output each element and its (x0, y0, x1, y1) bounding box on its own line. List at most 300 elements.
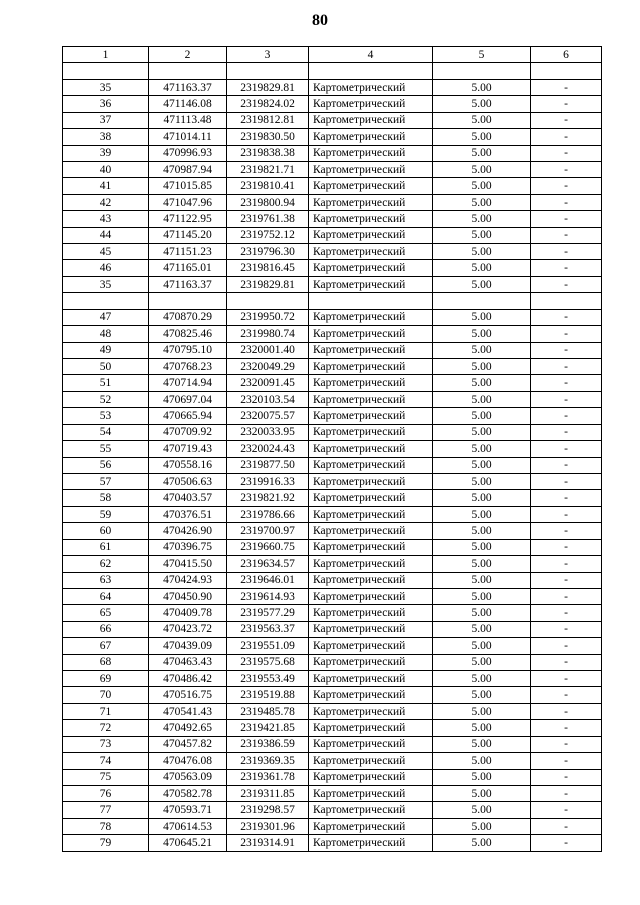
accuracy-cell: 5.00 (433, 424, 531, 440)
y-coordinate-cell: 2320024.43 (227, 441, 309, 457)
x-coordinate-cell: 470376.51 (149, 506, 227, 522)
x-coordinate-cell: 470558.16 (149, 457, 227, 473)
note-cell: - (531, 523, 602, 539)
note-cell: - (531, 490, 602, 506)
x-coordinate-cell: 471047.96 (149, 194, 227, 210)
note-cell: - (531, 753, 602, 769)
accuracy-cell: 5.00 (433, 145, 531, 161)
x-coordinate-cell: 470593.71 (149, 802, 227, 818)
y-coordinate-cell: 2319314.91 (227, 835, 309, 851)
method-cell: Картометрический (309, 194, 433, 210)
table-row (63, 572, 602, 588)
method-cell: Картометрический (309, 359, 433, 375)
y-coordinate-cell: 2319577.29 (227, 605, 309, 621)
x-coordinate-cell: 470476.08 (149, 753, 227, 769)
note-cell: - (531, 178, 602, 194)
empty-cell (531, 63, 602, 79)
point-number-cell: 45 (63, 244, 149, 260)
note-cell: - (531, 424, 602, 440)
point-number-cell: 55 (63, 441, 149, 457)
x-coordinate-cell: 470614.53 (149, 818, 227, 834)
point-number-cell: 66 (63, 621, 149, 637)
x-coordinate-cell: 470825.46 (149, 326, 227, 342)
x-coordinate-cell: 470403.57 (149, 490, 227, 506)
accuracy-cell: 5.00 (433, 835, 531, 851)
accuracy-cell: 5.00 (433, 490, 531, 506)
y-coordinate-cell: 2319877.50 (227, 457, 309, 473)
table-row (63, 441, 602, 457)
y-coordinate-cell: 2319810.41 (227, 178, 309, 194)
note-cell: - (531, 572, 602, 588)
point-number-cell: 77 (63, 802, 149, 818)
accuracy-cell: 5.00 (433, 720, 531, 736)
method-cell: Картометрический (309, 473, 433, 489)
note-cell: - (531, 276, 602, 292)
point-number-cell: 49 (63, 342, 149, 358)
accuracy-cell: 5.00 (433, 276, 531, 292)
point-number-cell: 69 (63, 671, 149, 687)
accuracy-cell: 5.00 (433, 539, 531, 555)
point-number-cell: 50 (63, 359, 149, 375)
table-row (63, 703, 602, 719)
table-row (63, 129, 602, 145)
method-cell: Картометрический (309, 572, 433, 588)
method-cell: Картометрический (309, 391, 433, 407)
y-coordinate-cell: 2319838.38 (227, 145, 309, 161)
column-header: 6 (531, 47, 602, 63)
x-coordinate-cell: 471146.08 (149, 96, 227, 112)
method-cell: Картометрический (309, 161, 433, 177)
point-number-cell: 62 (63, 556, 149, 572)
point-number-cell: 46 (63, 260, 149, 276)
table-row (63, 309, 602, 325)
note-cell: - (531, 588, 602, 604)
x-coordinate-cell: 471163.37 (149, 79, 227, 95)
table-row (63, 605, 602, 621)
point-number-cell: 43 (63, 211, 149, 227)
method-cell: Картометрический (309, 112, 433, 128)
table-row (63, 145, 602, 161)
note-cell: - (531, 671, 602, 687)
y-coordinate-cell: 2319519.88 (227, 687, 309, 703)
method-cell: Картометрический (309, 276, 433, 292)
x-coordinate-cell: 471122.95 (149, 211, 227, 227)
method-cell: Картометрический (309, 687, 433, 703)
y-coordinate-cell: 2320103.54 (227, 391, 309, 407)
table-row (63, 818, 602, 834)
note-cell: - (531, 441, 602, 457)
table-row (63, 326, 602, 342)
table-row (63, 753, 602, 769)
x-coordinate-cell: 470415.50 (149, 556, 227, 572)
y-coordinate-cell: 2319821.92 (227, 490, 309, 506)
method-cell: Картометрический (309, 621, 433, 637)
note-cell: - (531, 506, 602, 522)
x-coordinate-cell: 470719.43 (149, 441, 227, 457)
table-row (63, 539, 602, 555)
x-coordinate-cell: 470439.09 (149, 638, 227, 654)
x-coordinate-cell: 470396.75 (149, 539, 227, 555)
method-cell: Картометрический (309, 638, 433, 654)
accuracy-cell: 5.00 (433, 506, 531, 522)
note-cell: - (531, 556, 602, 572)
accuracy-cell: 5.00 (433, 588, 531, 604)
table-row (63, 802, 602, 818)
note-cell: - (531, 785, 602, 801)
accuracy-cell: 5.00 (433, 211, 531, 227)
table-body (63, 63, 602, 851)
y-coordinate-cell: 2319361.78 (227, 769, 309, 785)
x-coordinate-cell: 471014.11 (149, 129, 227, 145)
note-cell: - (531, 638, 602, 654)
accuracy-cell: 5.00 (433, 473, 531, 489)
y-coordinate-cell: 2319824.02 (227, 96, 309, 112)
table-row (63, 473, 602, 489)
method-cell: Картометрический (309, 408, 433, 424)
y-coordinate-cell: 2319421.85 (227, 720, 309, 736)
table-row (63, 556, 602, 572)
x-coordinate-cell: 470541.43 (149, 703, 227, 719)
table-row (63, 457, 602, 473)
table-row (63, 391, 602, 407)
point-number-cell: 44 (63, 227, 149, 243)
point-number-cell: 74 (63, 753, 149, 769)
table-row (63, 720, 602, 736)
y-coordinate-cell: 2319634.57 (227, 556, 309, 572)
y-coordinate-cell: 2319830.50 (227, 129, 309, 145)
point-number-cell: 75 (63, 769, 149, 785)
empty-cell (309, 63, 433, 79)
x-coordinate-cell: 471165.01 (149, 260, 227, 276)
note-cell: - (531, 161, 602, 177)
point-number-cell: 57 (63, 473, 149, 489)
table-row (63, 375, 602, 391)
method-cell: Картометрический (309, 326, 433, 342)
point-number-cell: 37 (63, 112, 149, 128)
table-row (63, 621, 602, 637)
y-coordinate-cell: 2319551.09 (227, 638, 309, 654)
table-row (63, 211, 602, 227)
table-row (63, 408, 602, 424)
accuracy-cell: 5.00 (433, 753, 531, 769)
accuracy-cell: 5.00 (433, 769, 531, 785)
note-cell: - (531, 818, 602, 834)
note-cell: - (531, 194, 602, 210)
empty-cell (531, 293, 602, 309)
point-number-cell: 68 (63, 654, 149, 670)
point-number-cell: 78 (63, 818, 149, 834)
x-coordinate-cell: 470870.29 (149, 309, 227, 325)
x-coordinate-cell: 471163.37 (149, 276, 227, 292)
y-coordinate-cell: 2319829.81 (227, 276, 309, 292)
column-header: 1 (63, 47, 149, 63)
note-cell: - (531, 227, 602, 243)
point-number-cell: 72 (63, 720, 149, 736)
table-row (63, 112, 602, 128)
empty-cell (63, 293, 149, 309)
point-number-cell: 76 (63, 785, 149, 801)
note-cell: - (531, 605, 602, 621)
y-coordinate-cell: 2319646.01 (227, 572, 309, 588)
column-header: 2 (149, 47, 227, 63)
accuracy-cell: 5.00 (433, 703, 531, 719)
table-row (63, 671, 602, 687)
x-coordinate-cell: 470424.93 (149, 572, 227, 588)
y-coordinate-cell: 2319563.37 (227, 621, 309, 637)
point-number-cell: 73 (63, 736, 149, 752)
empty-cell (433, 293, 531, 309)
x-coordinate-cell: 470426.90 (149, 523, 227, 539)
y-coordinate-cell: 2319660.75 (227, 539, 309, 555)
note-cell: - (531, 112, 602, 128)
note-cell: - (531, 211, 602, 227)
accuracy-cell: 5.00 (433, 227, 531, 243)
method-cell: Картометрический (309, 835, 433, 851)
point-number-cell: 41 (63, 178, 149, 194)
point-number-cell: 52 (63, 391, 149, 407)
column-header: 3 (227, 47, 309, 63)
accuracy-cell: 5.00 (433, 326, 531, 342)
y-coordinate-cell: 2319786.66 (227, 506, 309, 522)
method-cell: Картометрический (309, 605, 433, 621)
note-cell: - (531, 145, 602, 161)
note-cell: - (531, 703, 602, 719)
method-cell: Картометрический (309, 753, 433, 769)
method-cell: Картометрический (309, 145, 433, 161)
method-cell: Картометрический (309, 424, 433, 440)
method-cell: Картометрический (309, 375, 433, 391)
note-cell: - (531, 654, 602, 670)
method-cell: Картометрический (309, 490, 433, 506)
note-cell: - (531, 769, 602, 785)
table-row (63, 523, 602, 539)
method-cell: Картометрический (309, 227, 433, 243)
accuracy-cell: 5.00 (433, 309, 531, 325)
y-coordinate-cell: 2319761.38 (227, 211, 309, 227)
note-cell: - (531, 408, 602, 424)
x-coordinate-cell: 470492.65 (149, 720, 227, 736)
table-row (63, 244, 602, 260)
table-row (63, 835, 602, 851)
point-number-cell: 64 (63, 588, 149, 604)
accuracy-cell: 5.00 (433, 556, 531, 572)
note-cell: - (531, 129, 602, 145)
x-coordinate-cell: 470714.94 (149, 375, 227, 391)
table-row (63, 687, 602, 703)
y-coordinate-cell: 2319485.78 (227, 703, 309, 719)
x-coordinate-cell: 470409.78 (149, 605, 227, 621)
note-cell: - (531, 309, 602, 325)
x-coordinate-cell: 470486.42 (149, 671, 227, 687)
y-coordinate-cell: 2319700.97 (227, 523, 309, 539)
point-number-cell: 79 (63, 835, 149, 851)
note-cell: - (531, 359, 602, 375)
method-cell: Картометрический (309, 736, 433, 752)
point-number-cell: 70 (63, 687, 149, 703)
note-cell: - (531, 802, 602, 818)
x-coordinate-cell: 470423.72 (149, 621, 227, 637)
method-cell: Картометрический (309, 671, 433, 687)
table-row (63, 161, 602, 177)
x-coordinate-cell: 470457.82 (149, 736, 227, 752)
x-coordinate-cell: 470450.90 (149, 588, 227, 604)
y-coordinate-cell: 2319950.72 (227, 309, 309, 325)
x-coordinate-cell: 470697.04 (149, 391, 227, 407)
accuracy-cell: 5.00 (433, 572, 531, 588)
method-cell: Картометрический (309, 79, 433, 95)
y-coordinate-cell: 2319812.81 (227, 112, 309, 128)
x-coordinate-cell: 471113.48 (149, 112, 227, 128)
point-number-cell: 39 (63, 145, 149, 161)
table-row (63, 178, 602, 194)
note-cell: - (531, 326, 602, 342)
y-coordinate-cell: 2319311.85 (227, 785, 309, 801)
accuracy-cell: 5.00 (433, 375, 531, 391)
table-row (63, 260, 602, 276)
x-coordinate-cell: 470987.94 (149, 161, 227, 177)
point-number-cell: 38 (63, 129, 149, 145)
method-cell: Картометрический (309, 703, 433, 719)
accuracy-cell: 5.00 (433, 621, 531, 637)
accuracy-cell: 5.00 (433, 605, 531, 621)
table-row (63, 506, 602, 522)
point-number-cell: 63 (63, 572, 149, 588)
accuracy-cell: 5.00 (433, 441, 531, 457)
table-row (63, 654, 602, 670)
point-number-cell: 56 (63, 457, 149, 473)
method-cell: Картометрический (309, 342, 433, 358)
note-cell: - (531, 687, 602, 703)
accuracy-cell: 5.00 (433, 178, 531, 194)
empty-cell (309, 293, 433, 309)
accuracy-cell: 5.00 (433, 671, 531, 687)
note-cell: - (531, 720, 602, 736)
table-row (63, 769, 602, 785)
point-number-cell: 54 (63, 424, 149, 440)
x-coordinate-cell: 470563.09 (149, 769, 227, 785)
method-cell: Картометрический (309, 309, 433, 325)
method-cell: Картометрический (309, 96, 433, 112)
empty-cell (63, 63, 149, 79)
note-cell: - (531, 96, 602, 112)
accuracy-cell: 5.00 (433, 408, 531, 424)
table-row (63, 588, 602, 604)
note-cell: - (531, 539, 602, 555)
point-number-cell: 61 (63, 539, 149, 555)
empty-cell (227, 293, 309, 309)
y-coordinate-cell: 2319301.96 (227, 818, 309, 834)
accuracy-cell: 5.00 (433, 129, 531, 145)
note-cell: - (531, 621, 602, 637)
y-coordinate-cell: 2319386.59 (227, 736, 309, 752)
empty-cell (433, 63, 531, 79)
method-cell: Картометрический (309, 523, 433, 539)
accuracy-cell: 5.00 (433, 457, 531, 473)
y-coordinate-cell: 2319916.33 (227, 473, 309, 489)
point-number-cell: 48 (63, 326, 149, 342)
page-number: 80 (312, 12, 328, 29)
y-coordinate-cell: 2320075.57 (227, 408, 309, 424)
accuracy-cell: 5.00 (433, 79, 531, 95)
empty-cell (149, 293, 227, 309)
table-row (63, 736, 602, 752)
table-row (63, 785, 602, 801)
point-number-cell: 42 (63, 194, 149, 210)
note-cell: - (531, 835, 602, 851)
y-coordinate-cell: 2319298.57 (227, 802, 309, 818)
point-number-cell: 59 (63, 506, 149, 522)
accuracy-cell: 5.00 (433, 687, 531, 703)
method-cell: Картометрический (309, 260, 433, 276)
x-coordinate-cell: 470506.63 (149, 473, 227, 489)
accuracy-cell: 5.00 (433, 523, 531, 539)
table-row (63, 227, 602, 243)
accuracy-cell: 5.00 (433, 161, 531, 177)
table-row (63, 96, 602, 112)
point-number-cell: 65 (63, 605, 149, 621)
y-coordinate-cell: 2319553.49 (227, 671, 309, 687)
accuracy-cell: 5.00 (433, 260, 531, 276)
method-cell: Картометрический (309, 178, 433, 194)
y-coordinate-cell: 2319575.68 (227, 654, 309, 670)
x-coordinate-cell: 470709.92 (149, 424, 227, 440)
method-cell: Картометрический (309, 244, 433, 260)
y-coordinate-cell: 2319821.71 (227, 161, 309, 177)
note-cell: - (531, 244, 602, 260)
x-coordinate-cell: 470996.93 (149, 145, 227, 161)
section-separator-row (63, 293, 602, 309)
table-row (63, 276, 602, 292)
x-coordinate-cell: 470463.43 (149, 654, 227, 670)
point-number-cell: 60 (63, 523, 149, 539)
x-coordinate-cell: 470516.75 (149, 687, 227, 703)
x-coordinate-cell: 470795.10 (149, 342, 227, 358)
method-cell: Картометрический (309, 211, 433, 227)
point-number-cell: 58 (63, 490, 149, 506)
accuracy-cell: 5.00 (433, 818, 531, 834)
table-row (63, 342, 602, 358)
x-coordinate-cell: 471145.20 (149, 227, 227, 243)
method-cell: Картометрический (309, 129, 433, 145)
table-row (63, 194, 602, 210)
note-cell: - (531, 473, 602, 489)
y-coordinate-cell: 2319800.94 (227, 194, 309, 210)
table-row (63, 359, 602, 375)
method-cell: Картометрический (309, 818, 433, 834)
method-cell: Картометрический (309, 802, 433, 818)
table-header-row (63, 47, 602, 63)
section-separator-row (63, 63, 602, 79)
accuracy-cell: 5.00 (433, 391, 531, 407)
note-cell: - (531, 375, 602, 391)
y-coordinate-cell: 2319752.12 (227, 227, 309, 243)
accuracy-cell: 5.00 (433, 359, 531, 375)
point-number-cell: 40 (63, 161, 149, 177)
accuracy-cell: 5.00 (433, 736, 531, 752)
accuracy-cell: 5.00 (433, 342, 531, 358)
column-header: 4 (309, 47, 433, 63)
point-number-cell: 36 (63, 96, 149, 112)
accuracy-cell: 5.00 (433, 654, 531, 670)
method-cell: Картометрический (309, 769, 433, 785)
accuracy-cell: 5.00 (433, 785, 531, 801)
method-cell: Картометрический (309, 785, 433, 801)
method-cell: Картометрический (309, 457, 433, 473)
y-coordinate-cell: 2319796.30 (227, 244, 309, 260)
x-coordinate-cell: 470665.94 (149, 408, 227, 424)
point-number-cell: 53 (63, 408, 149, 424)
empty-cell (149, 63, 227, 79)
